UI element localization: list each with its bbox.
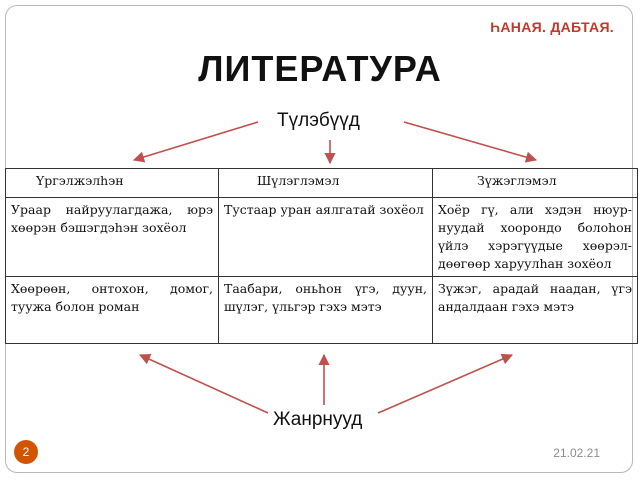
table-cell: Тустаар уран аялгатай зохёол [219,198,433,277]
arrow-top-left [134,122,258,160]
header-cell-drama: Зүжэглэмэл [433,169,638,198]
header-cell-poetry: Шүлэглэмэл [219,169,433,198]
table-cell: Хоёр гү, али хэдэн нюур-нуудай хоорондо болоһон үйлэ хэрэгүүдые хөөрэл-дөөгөөр харуулһан зохёол [433,198,638,277]
table-cell: Зүжэг, арадай наадан, үгэ андалдаан гэхэ мэтэ [433,277,638,344]
diagram-top-node: Түлэбүүд [277,110,360,131]
diagram-bottom-node: Жанрнууд [273,409,363,430]
table-row [6,198,638,277]
table-cell: Хөөрөөн, онтохон, домог, туужа болон роман [6,277,219,344]
arrow-bottom-right [378,355,512,413]
table-cell: Таабари, оньһон үгэ, дуун, шүлэг, үльгэр гэхэ мэтэ [219,277,433,344]
genre-table [5,168,638,344]
slide-number-badge: 2 [14,440,38,464]
page-title: ЛИТЕРАТУРА [198,48,442,89]
arrow-bottom-left [140,355,268,413]
slide-date: 21.02.21 [553,446,600,460]
table-header-row [6,169,638,198]
arrow-top-right [404,122,536,160]
table-cell: Ураар найруулагдажа, юрэ хөөрэн бэшэгдэһэн зохёол [6,198,219,277]
table-row [6,277,638,344]
header-cell-prose: Үргэлжэлһэн [6,169,219,198]
section-label: ҺАНАЯ. ДАБТАЯ. [490,19,614,35]
